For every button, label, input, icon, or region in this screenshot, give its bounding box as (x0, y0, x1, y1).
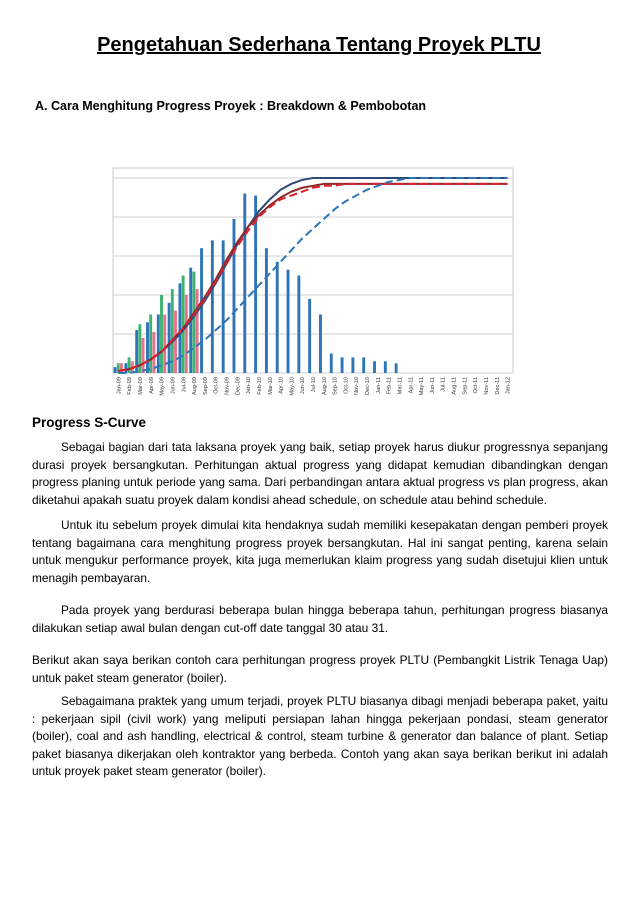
x-tick-label: Nov-11 (483, 377, 490, 395)
subheading: Progress S-Curve (32, 415, 147, 430)
chart-bar (243, 194, 246, 373)
chart-bar (157, 315, 160, 374)
chart-svg (103, 150, 523, 400)
chart-bar (124, 363, 127, 373)
chart-bar (142, 338, 145, 373)
chart-bar (114, 367, 117, 373)
chart-bar (362, 357, 365, 373)
x-tick-label: May-09 (159, 377, 166, 396)
x-tick-label: Oct-10 (343, 377, 350, 394)
x-tick-label: Jan-10 (246, 377, 253, 395)
chart-bar (182, 276, 185, 374)
chart-bar (351, 357, 354, 373)
x-tick-label: Feb-10 (256, 377, 263, 395)
chart-bar (341, 357, 344, 373)
page-title: Pengetahuan Sederhana Tentang Proyek PLTU (97, 34, 541, 56)
chart-bar (149, 315, 152, 374)
x-tick-label: Jul-11 (440, 377, 447, 392)
x-tick-label: Feb-09 (127, 377, 134, 395)
x-tick-label: May-10 (289, 377, 296, 396)
x-tick-label: Apr-09 (148, 377, 155, 394)
x-tick-label: Oct-11 (473, 377, 480, 394)
x-tick-label: Jun-10 (300, 377, 307, 395)
paragraph-1: Sebagai bagian dari tata laksana proyek yang baik, setiap proyek harus diukur progressnya sepanjang durasi proyek bersangkutan. Perhitungan aktual progress yang didapat kemudian dibandingkan dengan progress planing untuk periode yang sama. Dari perbandingan antara aktual progress vs plan progress, akan diketahui apakah suatu proyek dalam kondisi ahead schedule, on schedule atau behind schedule. (32, 440, 608, 507)
x-tick-label: Jan-11 (375, 377, 382, 394)
x-tick-label: Jan-09 (116, 377, 123, 395)
x-tick-label: Sep-09 (202, 377, 209, 396)
x-tick-label: Jun-11 (429, 377, 436, 394)
chart-bar (160, 295, 163, 373)
x-tick-label: Aug-11 (451, 377, 458, 395)
chart-bar (308, 299, 311, 373)
chart-bar (192, 272, 195, 373)
x-tick-label: May-11 (419, 377, 426, 396)
x-tick-label: Aug-09 (192, 377, 199, 396)
chart-bar (384, 361, 387, 373)
chart-bar (276, 262, 279, 373)
x-tick-label: Feb-11 (386, 377, 393, 395)
x-tick-label: Jan-12 (505, 377, 512, 395)
chart-bar (265, 248, 268, 373)
chart-bar (373, 361, 376, 373)
x-tick-label: Mar-10 (267, 377, 274, 395)
x-tick-label: Nov-09 (224, 377, 231, 396)
chart-bar (395, 363, 398, 373)
chart-bar (185, 295, 188, 373)
chart-bar (211, 240, 214, 373)
x-tick-label: Jun-09 (170, 377, 177, 395)
chart-bar (287, 270, 290, 373)
x-tick-label: Sep-10 (332, 377, 339, 396)
chart-bar (200, 248, 203, 373)
paragraph-4: Berikut akan saya berikan contoh cara perhitungan progress proyek PLTU (Pembangkit Listrik Tenaga Uap) untuk paket steam generator (boiler). (32, 653, 608, 685)
chart-bar (330, 354, 333, 374)
chart-bar (233, 219, 236, 373)
chart-bar (178, 283, 181, 373)
paragraph-5: Sebagaimana praktek yang umum terjadi, proyek PLTU biasanya dibagi menjadi beberapa paket, yaitu : pekerjaan sipil (civil work) yang meliputi persiapan lahan hingga pekerjaan pondasi, steam generator (boiler), coal and ash handling, electrical & control, steam turbine & generator dan balance of plant. Setiap paket biasanya dikerjakan oleh kontraktor yang berbeda. Contoh yang akan saya berikan berikut ini adalah untuk proyek paket steam generator (boiler). (32, 694, 608, 778)
chart-bar (222, 240, 225, 373)
x-tick-label: Nov-10 (354, 377, 361, 396)
section-heading: A. Cara Menghitung Progress Proyek : Breakdown & Pembobotan (35, 99, 427, 113)
x-tick-label: Mar-11 (397, 377, 404, 395)
paragraph-3: Pada proyek yang berdurasi beberapa bulan hingga beberapa tahun, perhitungan progress biasanya dilakukan setiap awal bulan dengan cut-off date tanggal 30 atau 31. (32, 603, 608, 635)
x-tick-label: Apr-10 (278, 377, 285, 394)
x-tick-label: Dec-10 (365, 377, 372, 396)
x-tick-label: Apr-11 (408, 377, 415, 394)
chart-bar (196, 289, 199, 373)
x-tick-label: Sep-11 (462, 377, 469, 395)
x-tick-label: Aug-10 (321, 377, 328, 396)
chart-bar (174, 311, 177, 373)
paragraph-2: Untuk itu sebelum proyek dimulai kita hendaknya sudah memiliki kesepakatan dengan pemberi proyek tentang bagaimana cara menghitung progress proyek bersangkutan. Hal ini sangat penting, karena selain untuk mengukur performance proyek, kita juga memerlukan klaim progress yang sudah disetujui klien untuk menagih pembayaran. (32, 518, 608, 585)
x-tick-label: Mar-09 (138, 377, 145, 395)
chart-bar (319, 315, 322, 374)
x-tick-label: Dec-11 (494, 377, 501, 395)
chart-bar (171, 289, 174, 373)
chart-bar (297, 276, 300, 374)
chart-bar (146, 322, 149, 373)
x-tick-label: Dec-09 (235, 377, 242, 396)
chart-bar (128, 357, 131, 373)
x-tick-label: Oct-09 (213, 377, 220, 394)
x-tick-label: Jul-10 (311, 377, 317, 393)
x-tick-label: Jul-09 (181, 377, 188, 393)
s-curve-chart (103, 150, 523, 400)
